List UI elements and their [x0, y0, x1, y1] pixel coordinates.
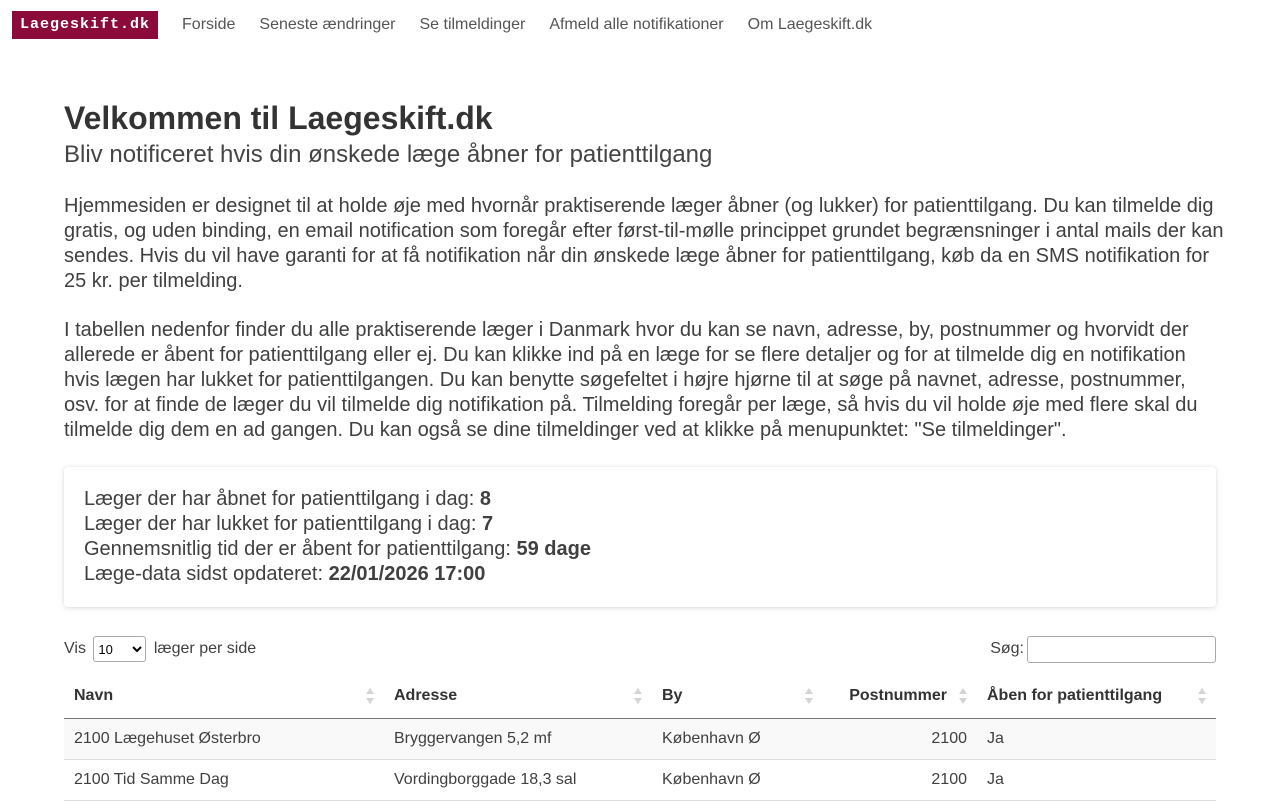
cell-postnummer: 2100: [823, 759, 977, 800]
per-page-label: læger per side: [153, 640, 257, 657]
intro-paragraph-2: I tabellen nedenfor finder du alle praktiserende læger i Danmark hvor du kan se navn, adresse, by, postnummer og hvorvidt der allerede er åbent for patienttilgang eller ej. Du kan klikke ind på en læge for se flere detaljer og for at tilmelde dig en notifikation hvis lægen har lukket for patienttilgangen. Du kan benytte søgefeltet i højre hjørne til at søge på navnet, adresse, postnummer, osv. for at finde de læger du vil tilmelde dig notifikation på. Tilmelding foregår per læge, så hvis du vil holde øje med flere skal du tilmelde dig dem en ad gangen. Du kan også se dine tilmeldinger ved at klikke på menupunktet: "Se tilmeldinger".: [64, 319, 1198, 441]
sort-icon: [1198, 688, 1206, 704]
cell-by: København Ø: [652, 759, 823, 800]
table-controls: [64, 636, 1216, 664]
stat-last-updated: Læge-data sidst opdateret: 22/01/2026 17:00: [84, 563, 486, 585]
cell-aaben: Ja: [977, 759, 1216, 800]
nav-link-seneste-aendringer[interactable]: Seneste ændringer: [259, 16, 396, 33]
cell-postnummer: 2100: [823, 718, 977, 759]
sort-icon: [366, 688, 374, 704]
sort-icon: [959, 688, 967, 704]
cell-adresse: Bryggervangen 5,2 mf: [384, 718, 652, 759]
stat-closed-value: 7: [482, 513, 494, 535]
stat-opened-value: 8: [479, 488, 491, 510]
navbar: [0, 0, 1280, 52]
column-header-postnummer[interactable]: Postnummer: [823, 674, 977, 718]
doctors-table: [64, 674, 1216, 801]
cell-navn: 2100 Tid Samme Dag: [64, 759, 384, 800]
table-row[interactable]: [64, 759, 1216, 800]
cell-adresse: Vordingborggade 18,3 sal: [384, 759, 652, 800]
search-label: Søg:: [990, 640, 1024, 657]
intro-paragraph-1: Hjemmesiden er designet til at holde øje med hvornår praktiserende læger åbner (og lukker) for patienttilgang. Du kan tilmelde dig gratis, og uden binding, en email notification som foregår efter først-til-mølle princippet grundet begrænsninger i antal mails der kan sendes. Hvis du vil have garanti for at få notifikation når din ønskede læge åbner for patienttilgang, køb da en SMS notifikation for 25 kr. per tilmelding.: [64, 195, 1224, 292]
sort-icon: [634, 688, 642, 704]
cell-by: København Ø: [652, 718, 823, 759]
sort-icon: [805, 688, 813, 704]
nav-menu: [182, 1, 896, 51]
stat-closed-today: Læger der har lukket for patienttilgang i dag: 7: [84, 513, 494, 535]
show-label: Vis: [64, 640, 86, 657]
column-header-navn[interactable]: Navn: [64, 674, 384, 718]
stat-average-open-time: Gennemsnitlig tid der er åbent for patienttilgang: 59 dage: [84, 538, 591, 560]
page-subtitle: Bliv notificeret hvis din ønskede læge åbner for patienttilgang: [64, 141, 713, 168]
search-control: [990, 636, 1216, 663]
table-header-row: [64, 674, 1216, 718]
search-input[interactable]: [1027, 636, 1216, 663]
stat-opened-today: Læger der har åbnet for patienttilgang i dag: 8: [84, 488, 491, 510]
page-title: Velkommen til Laegeskift.dk: [64, 100, 493, 136]
nav-link-afmeld-notifikationer[interactable]: Afmeld alle notifikationer: [549, 16, 724, 33]
brand-logo[interactable]: Laegeskift.dk: [12, 11, 158, 39]
column-header-by[interactable]: By: [652, 674, 823, 718]
stats-card: [64, 467, 1216, 607]
cell-aaben: Ja: [977, 718, 1216, 759]
page-length-control: [64, 636, 256, 662]
table-row[interactable]: [64, 718, 1216, 759]
column-header-adresse[interactable]: Adresse: [384, 674, 652, 718]
stat-average-value: 59 dage: [516, 538, 591, 560]
cell-navn: 2100 Lægehuset Østerbro: [64, 718, 384, 759]
column-header-aaben[interactable]: Åben for patienttilgang: [977, 674, 1216, 718]
nav-link-forside[interactable]: Forside: [182, 16, 236, 33]
nav-link-se-tilmeldinger[interactable]: Se tilmeldinger: [419, 16, 526, 33]
page-size-select[interactable]: [93, 636, 146, 662]
stat-updated-value: 22/01/2026 17:00: [328, 563, 486, 585]
nav-link-om[interactable]: Om Laegeskift.dk: [747, 16, 873, 33]
